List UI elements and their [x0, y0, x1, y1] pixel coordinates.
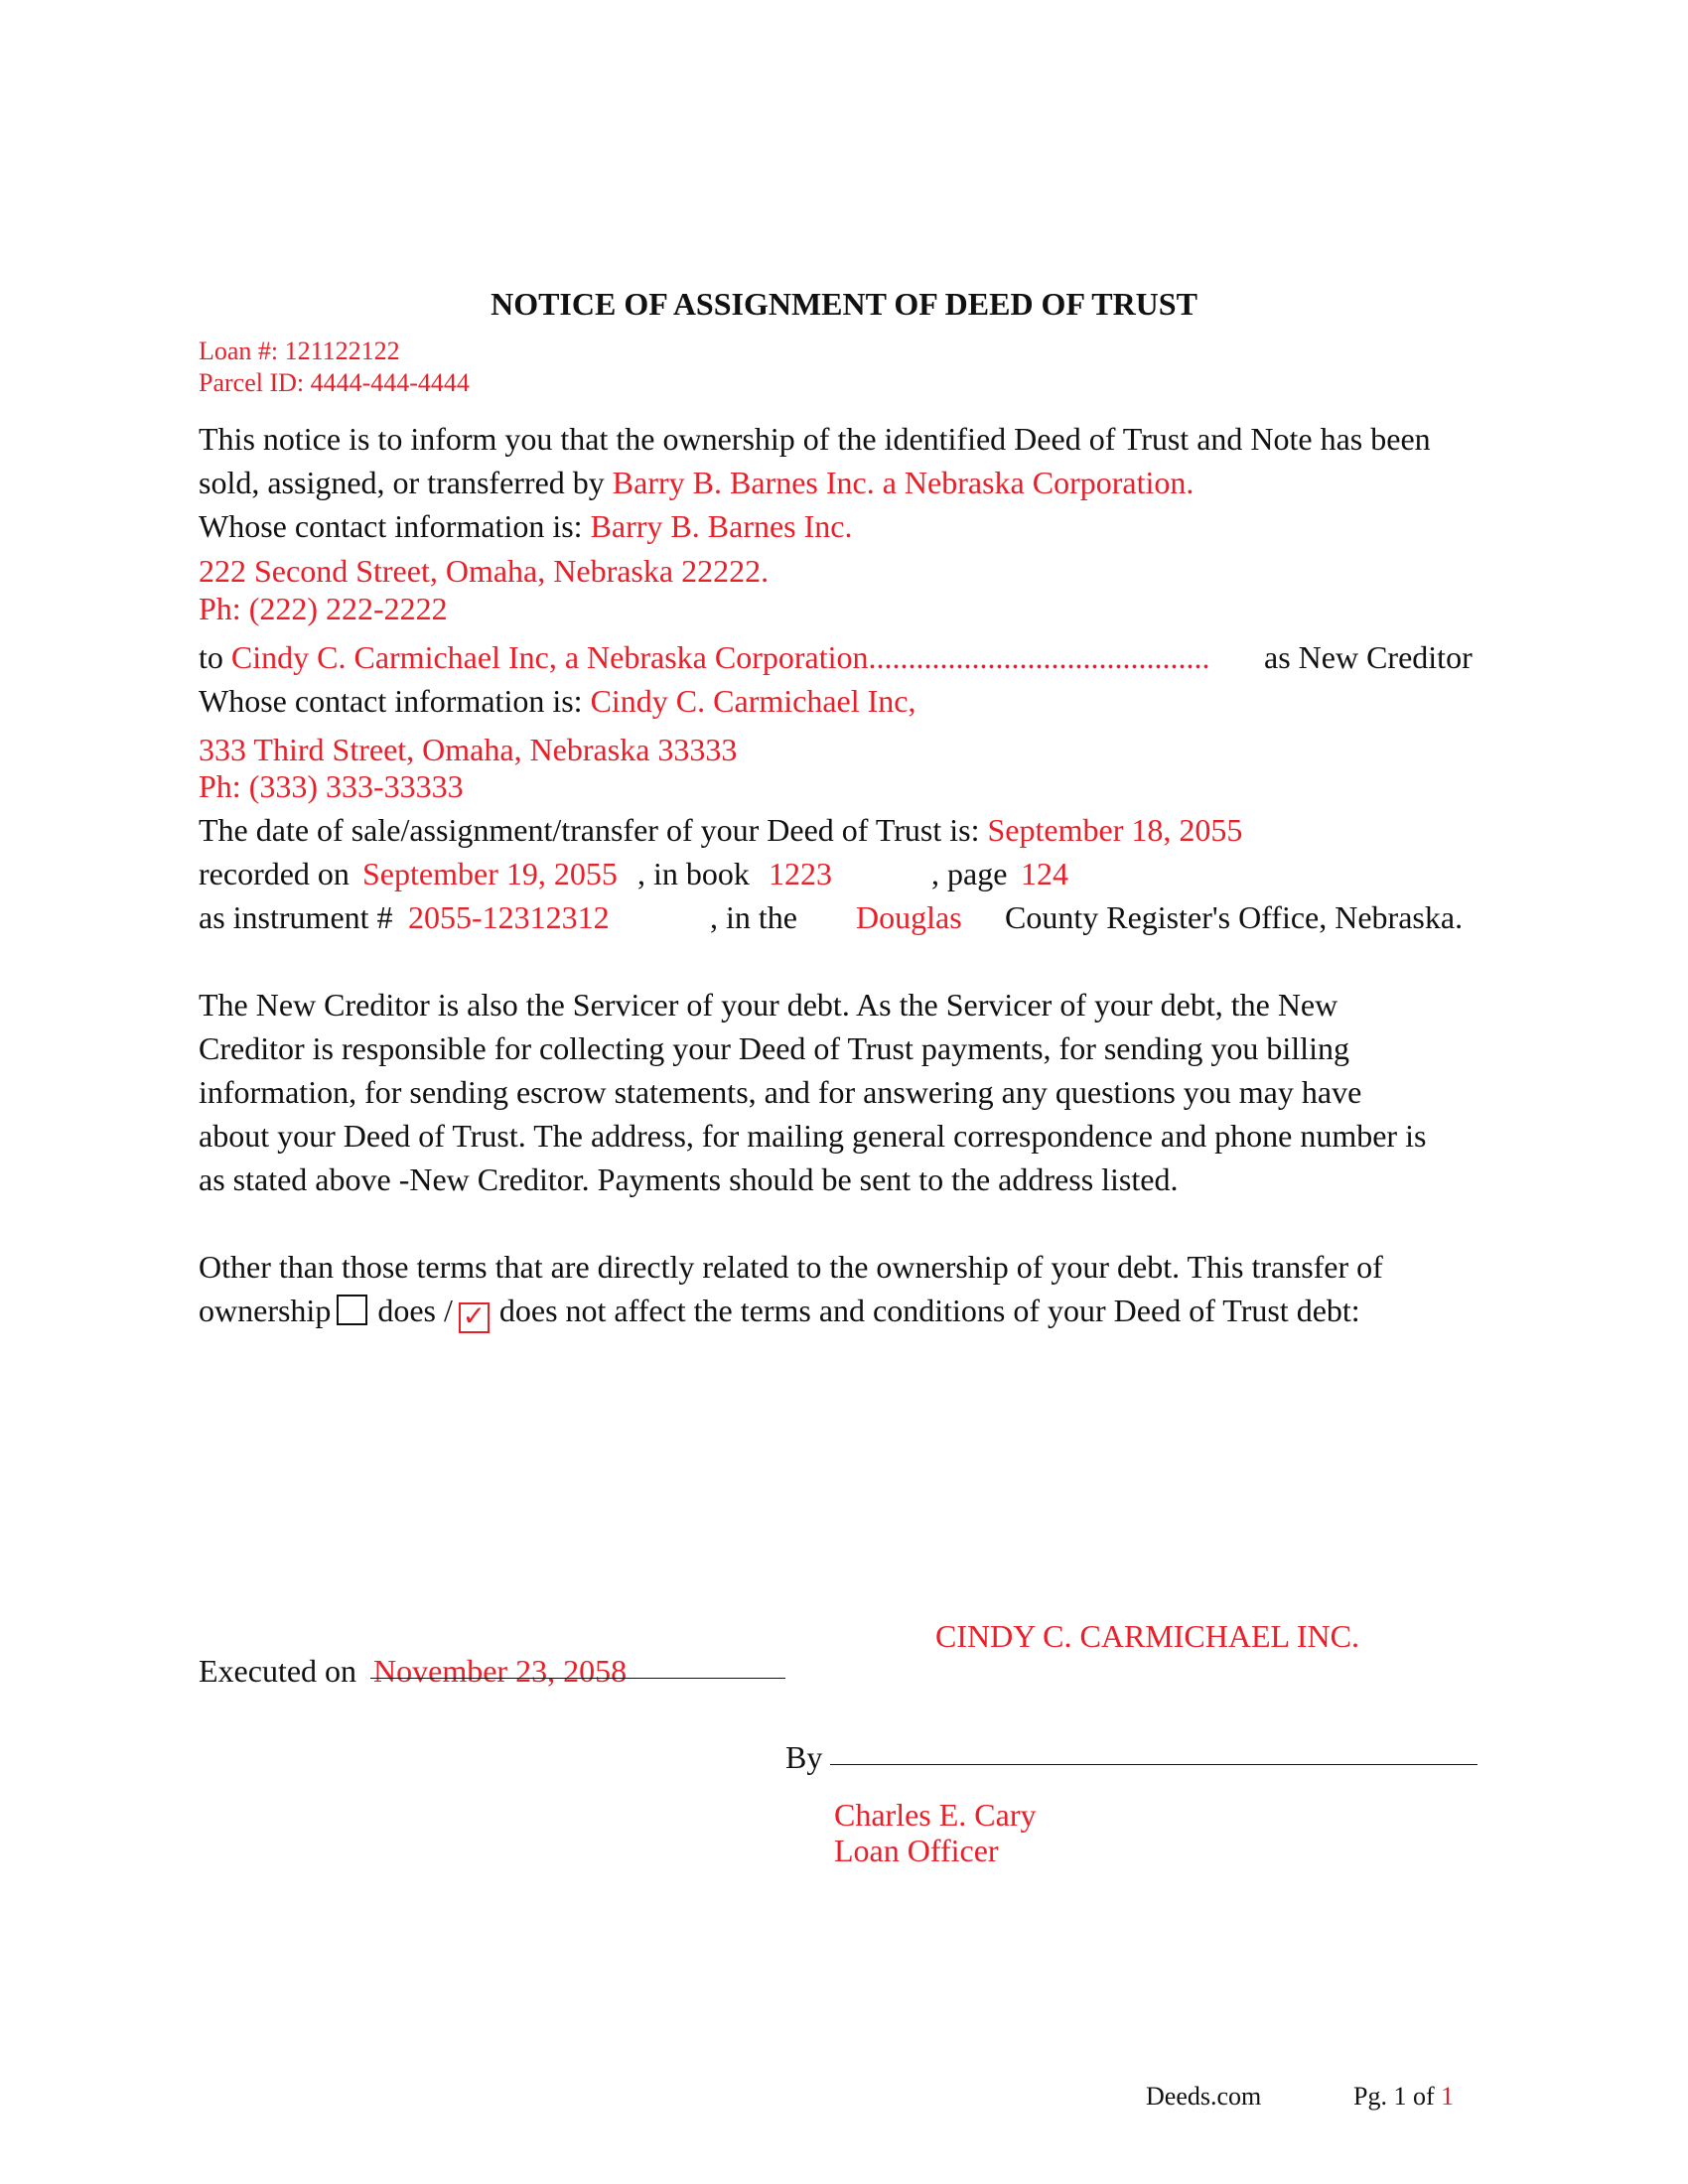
- assignee-phone: Ph: (333) 333-33333: [199, 768, 464, 804]
- servicer-line: information, for sending escrow statements, and for answering any questions you may have: [199, 1074, 1362, 1110]
- sale-date-label: The date of sale/assignment/transfer of your Deed of Trust is:: [199, 812, 988, 848]
- assignee-name: Cindy C. Carmichael Inc, a Nebraska Corporation.: [230, 639, 877, 675]
- does-not-checkbox[interactable]: [459, 1302, 490, 1333]
- ownership-label: ownership: [199, 1293, 332, 1328]
- assignee-contact-name: Cindy C. Carmichael Inc,: [590, 683, 916, 719]
- recorded-label: recorded on: [199, 856, 350, 891]
- in-the-label: , in the: [710, 899, 797, 935]
- servicer-paragraph: [199, 983, 1489, 1201]
- does-not-label: does not affect the terms and conditions of your Deed of Trust debt:: [498, 1293, 1360, 1328]
- assignor-name: Barry B. Barnes Inc. a Nebraska Corporation.: [612, 465, 1195, 500]
- assignor-phone: Ph: (222) 222-2222: [199, 591, 448, 626]
- book-number: 1223: [769, 856, 832, 891]
- to-prefix: to: [199, 639, 231, 675]
- as-new-creditor: as New Creditor: [1264, 639, 1473, 675]
- register-label: County Register's Office, Nebraska.: [1005, 899, 1464, 935]
- book-label: , in book: [637, 856, 750, 891]
- instrument-number: 2055-12312312: [408, 899, 610, 935]
- assignor-contact-label: Whose contact information is:: [199, 508, 591, 544]
- servicer-line: about your Deed of Trust. The address, for mailing general correspondence and phone number is: [199, 1118, 1427, 1154]
- county-name: Douglas: [856, 899, 962, 935]
- assignor-contact: [199, 506, 852, 546]
- sale-date-line: [199, 810, 1242, 850]
- by-label: By: [785, 1739, 823, 1775]
- intro-line-1: This notice is to inform you that the ownership of the identified Deed of Trust and Note has been: [199, 421, 1431, 457]
- does-label: does /: [377, 1293, 453, 1328]
- does-checkbox[interactable]: [337, 1295, 367, 1325]
- signer-name: Charles E. Cary: [834, 1797, 1037, 1833]
- intro-line-2-prefix: sold, assigned, or transferred by: [199, 465, 613, 500]
- page-label: , page: [931, 856, 1008, 891]
- document-title: NOTICE OF ASSIGNMENT OF DEED OF TRUST: [491, 286, 1197, 322]
- sale-date: September 18, 2055: [987, 812, 1243, 848]
- assignee-contact-label: Whose contact information is:: [199, 683, 591, 719]
- executed-label: Executed on: [199, 1653, 357, 1689]
- signer-title: Loan Officer: [834, 1833, 999, 1868]
- loan-number: Loan #: 121122122: [199, 337, 400, 365]
- assignor-contact-name: Barry B. Barnes Inc.: [590, 508, 853, 544]
- page-number: 124: [1021, 856, 1068, 891]
- assignee-contact: [199, 681, 915, 721]
- assignee-address: 333 Third Street, Omaha, Nebraska 33333: [199, 732, 738, 767]
- terms-line-2: [199, 1291, 1360, 1333]
- servicer-line: as stated above -New Creditor. Payments should be sent to the address listed.: [199, 1161, 1179, 1197]
- footer-page-prefix: Pg. 1 of: [1353, 2082, 1442, 2111]
- servicer-line: Creditor is responsible for collecting your Deed of Trust payments, for sending you billing: [199, 1030, 1349, 1066]
- footer-page-total: 1: [1441, 2082, 1455, 2111]
- signature-line[interactable]: [830, 1764, 1477, 1765]
- dot-leader: ..........................................: [876, 639, 1210, 675]
- terms-line-1: Other than those terms that are directly related to the ownership of your debt. This transfer of: [199, 1249, 1383, 1285]
- assignor-address: 222 Second Street, Omaha, Nebraska 22222.: [199, 553, 770, 589]
- instrument-label: as instrument #: [199, 899, 393, 935]
- check-icon: ✓: [462, 1301, 487, 1332]
- executed-date-line: [370, 1678, 785, 1679]
- footer-site: Deeds.com: [1146, 2082, 1262, 2111]
- executed-date[interactable]: November 23, 2058: [373, 1653, 628, 1689]
- footer-page-number: [1353, 2082, 1454, 2112]
- assignee-line: [199, 637, 1209, 677]
- recorded-date: September 19, 2055: [362, 856, 618, 891]
- parcel-id: Parcel ID: 4444-444-4444: [199, 368, 470, 397]
- company-signature: CINDY C. CARMICHAEL INC.: [935, 1618, 1359, 1654]
- intro-line-2: [199, 463, 1194, 502]
- servicer-line: The New Creditor is also the Servicer of your debt. As the Servicer of your debt, the New: [199, 987, 1338, 1023]
